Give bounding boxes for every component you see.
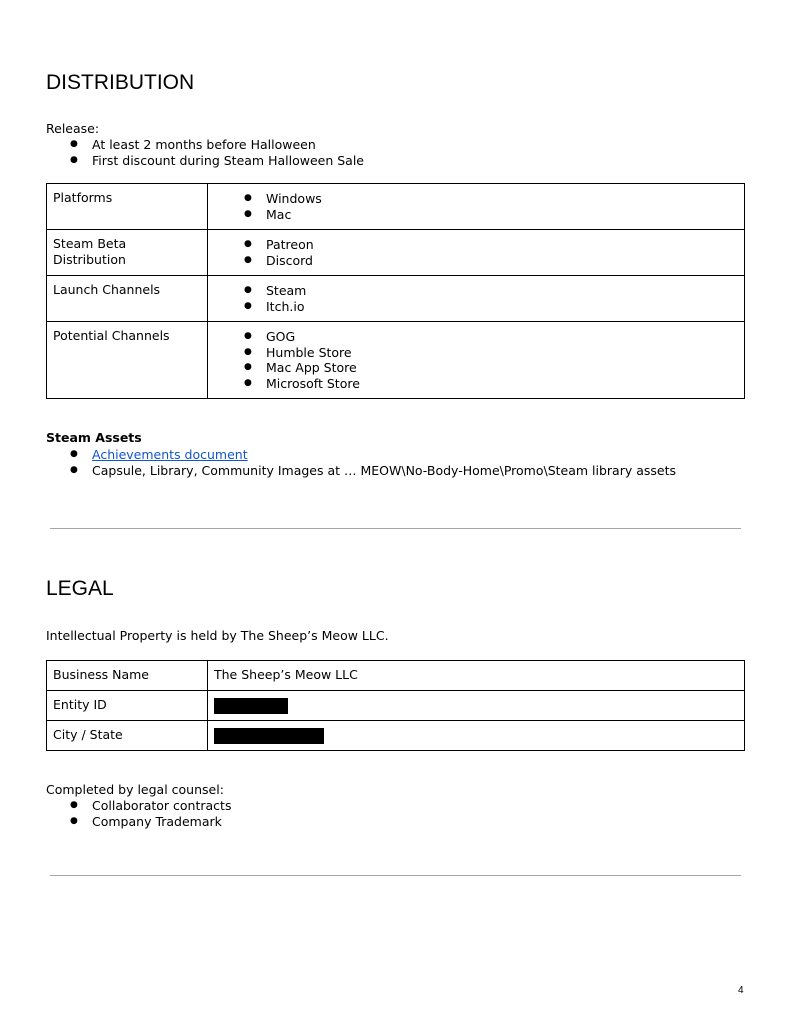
list-item: ● Company Trademark (46, 814, 231, 830)
redaction-bar (214, 698, 288, 714)
table-row (47, 230, 745, 276)
table-cell-label: Entity ID (47, 691, 208, 721)
section-divider (50, 875, 741, 876)
list-item: ● Mac (214, 207, 738, 223)
table-cell-value (208, 721, 745, 751)
table-row (47, 322, 745, 399)
table-cell-value (208, 691, 745, 721)
achievements-document-link[interactable]: Achievements document (92, 447, 248, 462)
table-cell-label: Steam Beta Distribution (47, 230, 208, 276)
list-item: ● Microsoft Store (214, 376, 738, 392)
completed-label: Completed by legal counsel: (46, 782, 224, 797)
distribution-heading: DISTRIBUTION (46, 71, 195, 94)
table-cell-label: Platforms (47, 184, 208, 230)
list-item: ● Steam (214, 283, 738, 299)
steam-assets-list (46, 447, 746, 478)
section-divider (50, 528, 741, 529)
table-row (47, 661, 745, 691)
table-cell-items (208, 184, 745, 230)
list-item: ● At least 2 months before Halloween (46, 137, 364, 153)
list-item: ● Mac App Store (214, 360, 738, 376)
table-cell-value: The Sheep’s Meow LLC (208, 661, 745, 691)
table-row (47, 691, 745, 721)
redaction-bar (214, 728, 324, 744)
release-label: Release: (46, 121, 100, 136)
list-item: ● Discord (214, 253, 738, 269)
table-cell-items (208, 322, 745, 399)
release-list (46, 137, 364, 168)
legal-table (46, 660, 745, 751)
page-number: 4 (738, 985, 744, 996)
table-cell-items (208, 276, 745, 322)
table-cell-label: Potential Channels (47, 322, 208, 399)
list-item (46, 447, 746, 463)
legal-heading: LEGAL (46, 577, 114, 600)
list-item: ● Capsule, Library, Community Images at … MEOW\No-Body-Home\Promo\Steam library assets (46, 463, 746, 479)
table-cell-label: City / State (47, 721, 208, 751)
list-item: ● GOG (214, 329, 738, 345)
table-cell-items (208, 230, 745, 276)
steam-assets-heading: Steam Assets (46, 430, 142, 445)
list-item: ● Windows (214, 191, 738, 207)
distribution-table (46, 183, 745, 399)
table-row (47, 276, 745, 322)
list-item: ● First discount during Steam Halloween Sale (46, 153, 364, 169)
table-cell-label: Business Name (47, 661, 208, 691)
ip-statement: Intellectual Property is held by The Sheep’s Meow LLC. (46, 628, 389, 643)
table-row (47, 721, 745, 751)
list-item: ● Itch.io (214, 299, 738, 315)
list-item: ● Humble Store (214, 345, 738, 361)
completed-list (46, 798, 231, 829)
list-item: ● Collaborator contracts (46, 798, 231, 814)
table-row (47, 184, 745, 230)
list-item: ● Patreon (214, 237, 738, 253)
table-cell-label: Launch Channels (47, 276, 208, 322)
